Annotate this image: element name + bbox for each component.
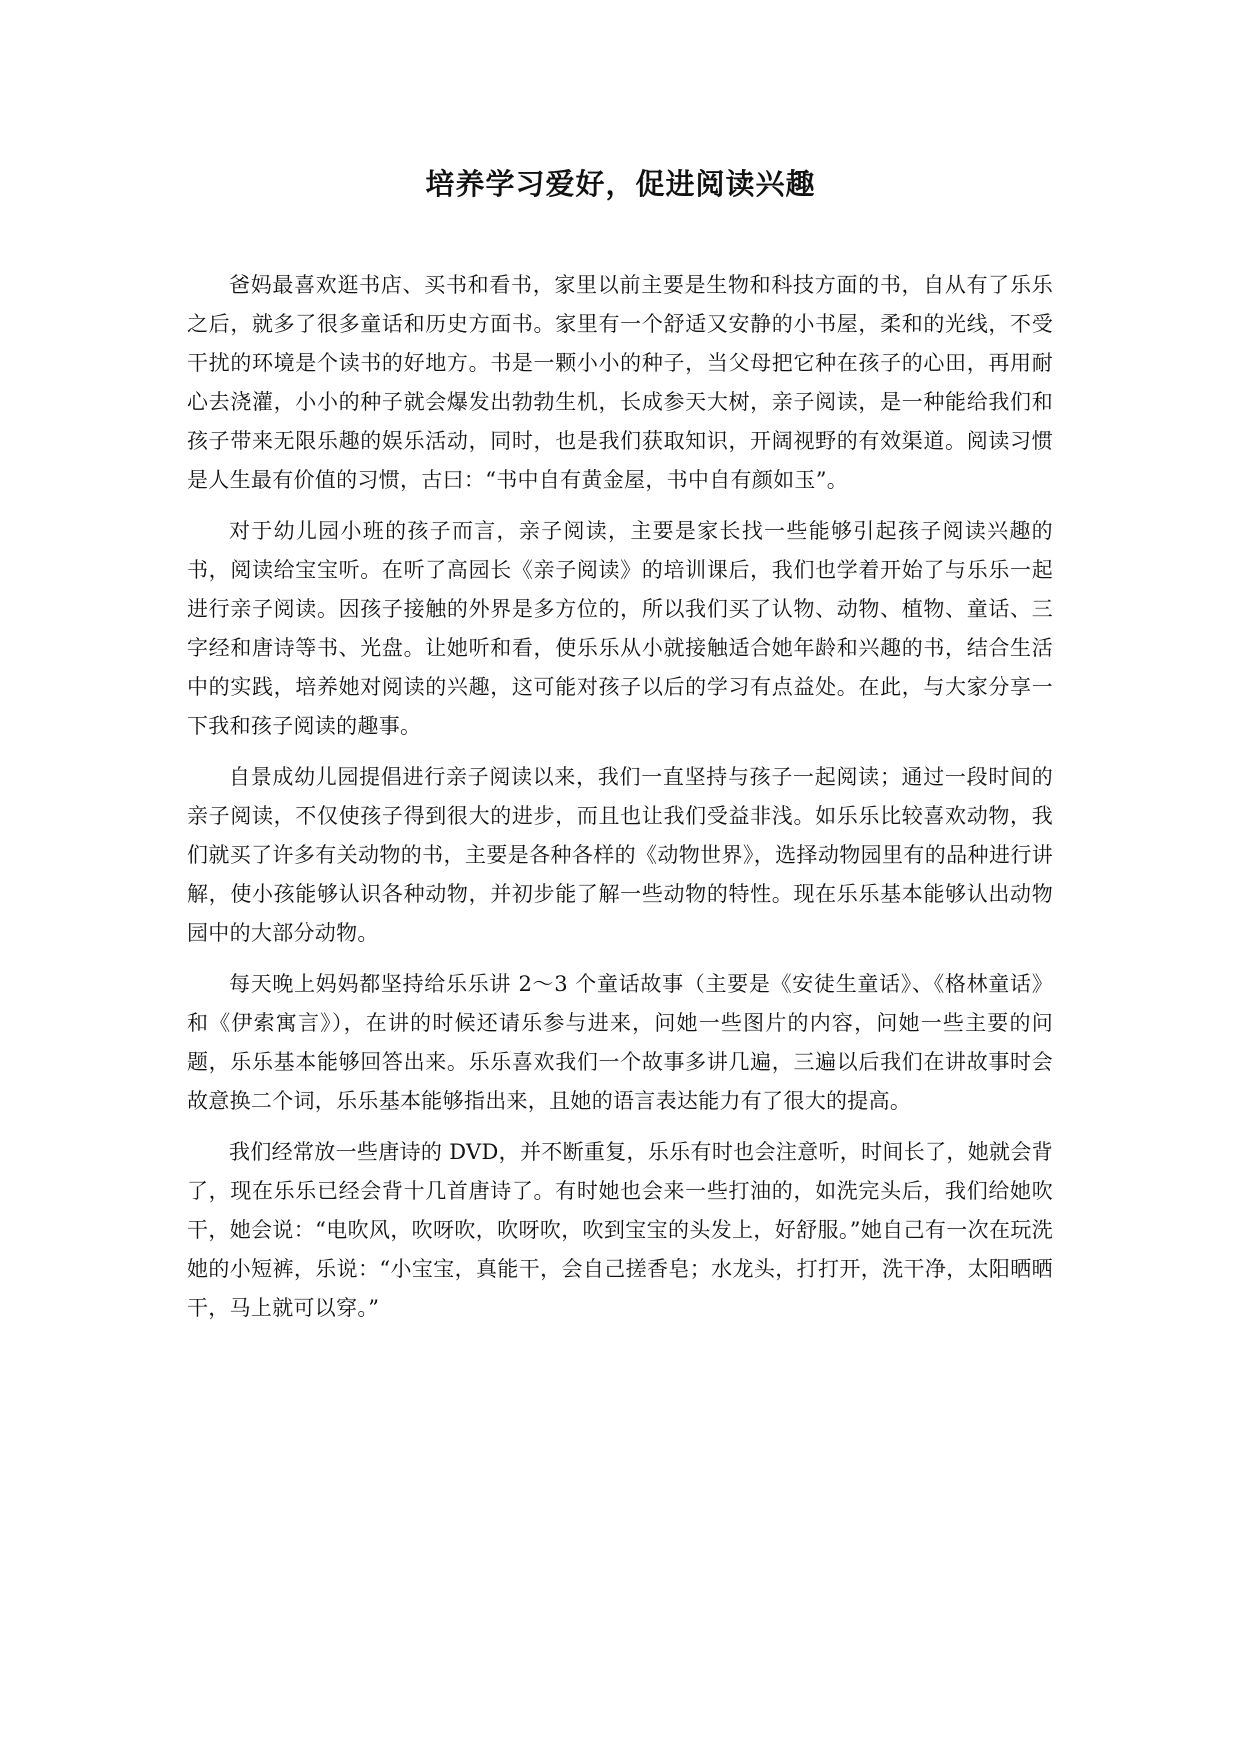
paragraph-4: 每天晚上妈妈都坚持给乐乐讲 2～3 个童话故事（主要是《安徒生童话》、《格林童话》和《伊索寓言》），在讲的时候还请乐参与进来，问她一些图片的内容，问她一些主要的问题，乐乐基本能够回答出来。乐乐喜欢我们一个故事多讲几遍，三遍以后我们在讲故事时会故意换二个词，乐乐基本能够指出来，且她的语言表达能力有了很大的提高。 — [187, 972, 1053, 1113]
paragraph-5: 我们经常放一些唐诗的 DVD，并不断重复，乐乐有时也会注意听，时间长了，她就会背了，现在乐乐已经会背十几首唐诗了。有时她也会来一些打油的，如洗完头后，我们给她吹干，她会说：“电吹风，吹呀吹，吹呀吹，吹到宝宝的头发上，好舒服。”她自己有一次在玩洗她的小短裤，乐说：“小宝宝，真能干，会自己搓香皂；水龙头，打打开，洗干净，太阳晒晒干，马上就可以穿。” — [187, 1140, 1053, 1320]
paragraph-1: 爸妈最喜欢逛书店、买书和看书，家里以前主要是生物和科技方面的书，自从有了乐乐之后，就多了很多童话和历史方面书。家里有一个舒适又安静的小书屋，柔和的光线，不受干扰的环境是个读书的好地方。书是一颗小小的种子，当父母把它种在孩子的心田，再用耐心去浇灌，小小的种子就会爆发出勃勃生机，长成参天大树，亲子阅读，是一种能给我们和孩子带来无限乐趣的娱乐活动，同时，也是我们获取知识，开阔视野的有效渠道。阅读习惯是人生最有价值的习惯，古曰：“书中自有黄金屋，书中自有颜如玉”。 — [187, 273, 1053, 492]
document-body — [187, 266, 1053, 1328]
paragraph-3: 自景成幼儿园提倡进行亲子阅读以来，我们一直坚持与孩子一起阅读；通过一段时间的亲子阅读，不仅使孩子得到很大的进步，而且也让我们受益非浅。如乐乐比较喜欢动物，我们就买了许多有关动物的书，主要是各种各样的《动物世界》，选择动物园里有的品种进行讲解，使小孩能够认识各种动物，并初步能了解一些动物的特性。现在乐乐基本能够认出动物园中的大部分动物。 — [187, 765, 1053, 945]
document-title: 培养学习爱好，促进阅读兴趣 — [425, 167, 816, 201]
paragraph-2: 对于幼儿园小班的孩子而言，亲子阅读，主要是家长找一些能够引起孩子阅读兴趣的书，阅读给宝宝听。在听了高园长《亲子阅读》的培训课后，我们也学着开始了与乐乐一起进行亲子阅读。因孩子接触的外界是多方位的，所以我们买了认物、动物、植物、童话、三字经和唐诗等书、光盘。让她听和看，使乐乐从小就接触适合她年龄和兴趣的书，结合生活中的实践，培养她对阅读的兴趣，这可能对孩子以后的学习有点益处。在此，与大家分享一下我和孩子阅读的趣事。 — [187, 519, 1053, 738]
